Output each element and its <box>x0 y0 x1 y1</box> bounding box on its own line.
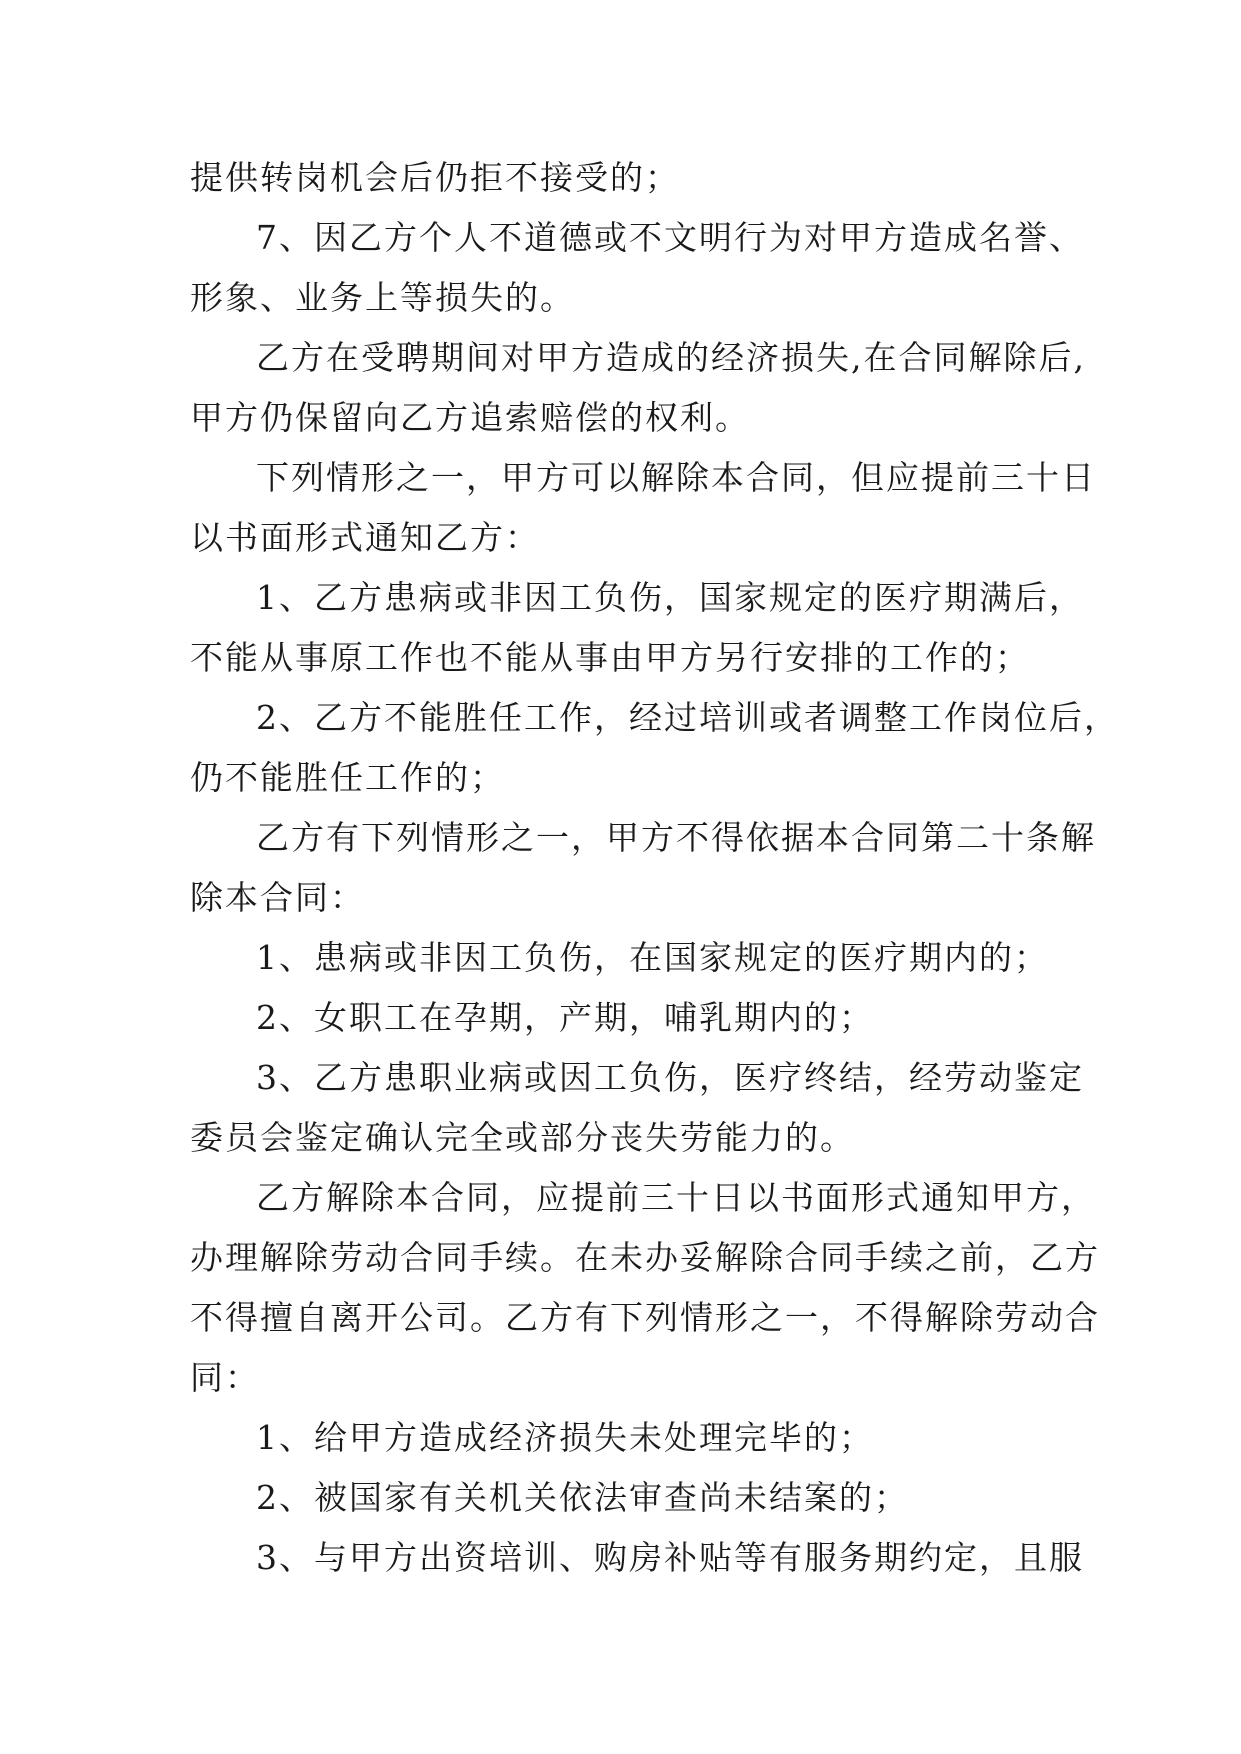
text-line: 3、乙方患职业病或因工负伤，医疗终结，经劳动鉴定 <box>256 1058 1084 1097</box>
text-line: 不得擅自离开公司。乙方有下列情形之一，不得解除劳动合 <box>190 1298 1100 1337</box>
text-line: 委员会鉴定确认完全或部分丧失劳能力的。 <box>190 1118 855 1157</box>
text-line: 2、被国家有关机关依法审查尚未结案的； <box>256 1478 909 1517</box>
text-line: 7、因乙方个人不道德或不文明行为对甲方造成名誉、 <box>256 218 1084 257</box>
text-line: 3、与甲方出资培训、购房补贴等有服务期约定，且服 <box>256 1538 1084 1577</box>
text-line: 1、给甲方造成经济损失未处理完毕的； <box>256 1418 874 1457</box>
text-line: 2、女职工在孕期，产期，哺乳期内的； <box>256 998 874 1037</box>
text-line: 提供转岗机会后仍拒不接受的； <box>190 158 680 197</box>
text-line: 不能从事原工作也不能从事由甲方另行安排的工作的； <box>190 638 1030 677</box>
text-line: 乙方解除本合同，应提前三十日以书面形式通知甲方， <box>256 1178 1096 1217</box>
text-line: 1、乙方患病或非因工负伤，国家规定的医疗期满后， <box>256 578 1084 617</box>
text-line: 1、患病或非因工负伤，在国家规定的医疗期内的； <box>256 938 1049 977</box>
text-line: 甲方仍保留向乙方追索赔偿的权利。 <box>190 398 750 437</box>
text-line: 下列情形之一，甲方可以解除本合同，但应提前三十日 <box>256 458 1096 497</box>
text-line: 除本合同： <box>190 878 365 917</box>
text-line: 以书面形式通知乙方： <box>190 518 540 557</box>
document-body <box>190 148 1119 1588</box>
text-line: 乙方有下列情形之一，甲方不得依据本合同第二十条解 <box>256 818 1096 857</box>
text-line: 形象、业务上等损失的。 <box>190 278 575 317</box>
text-line: 同： <box>190 1358 260 1397</box>
text-line: 仍不能胜任工作的； <box>190 758 505 797</box>
text-line: 办理解除劳动合同手续。在未办妥解除合同手续之前，乙方 <box>190 1238 1100 1277</box>
text-line: 2、乙方不能胜任工作，经过培训或者调整工作岗位后， <box>256 698 1119 737</box>
text-line: 乙方在受聘期间对甲方造成的经济损失,在合同解除后, <box>256 338 1086 377</box>
